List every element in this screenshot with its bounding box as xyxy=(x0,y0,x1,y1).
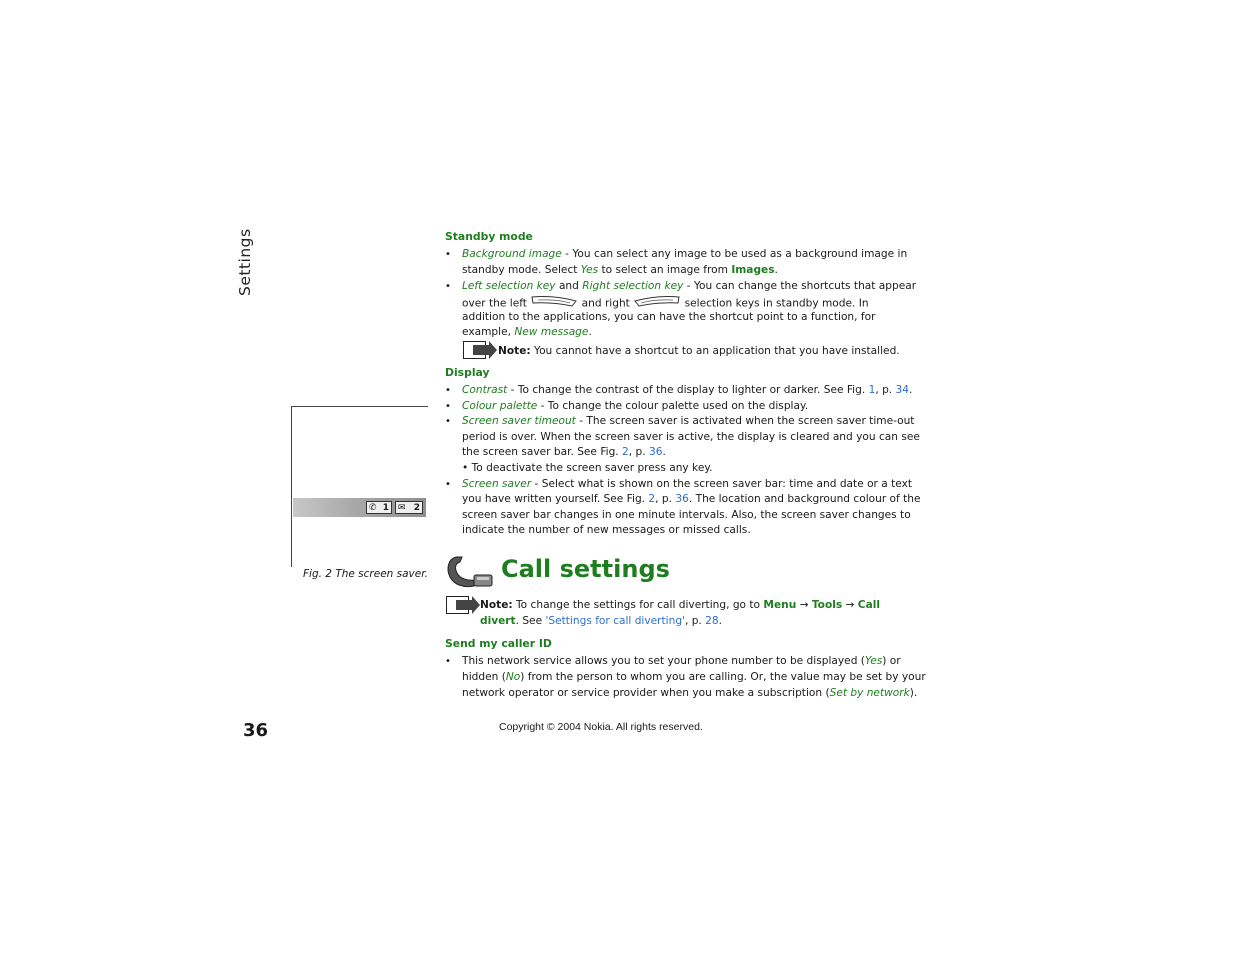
call-note-line2: divert. See 'Settings for call diverting', p. 28. xyxy=(480,615,723,627)
call-note-line1: Note: To change the settings for call diverting, go to Menu → Tools → Call xyxy=(480,599,880,611)
cross-reference-link[interactable]: 'Settings for call diverting' xyxy=(545,615,685,627)
bullet: • xyxy=(445,249,451,260)
page-link[interactable]: 28 xyxy=(705,615,719,627)
bullet: • xyxy=(445,656,451,667)
fig-link[interactable]: 1 xyxy=(868,384,876,396)
phone-icon: ✆ xyxy=(369,503,377,513)
screen-saver-figure xyxy=(291,406,428,567)
standby-note: Note: You cannot have a shortcut to an application that you have installed. xyxy=(498,345,900,357)
note-icon xyxy=(463,341,497,362)
display-ss-line4: indicate the number of new messages or missed calls. xyxy=(462,524,751,536)
display-sst-line1: Screen saver timeout - The screen saver is activated when the screen saver time-out xyxy=(462,415,915,427)
display-heading: Display xyxy=(445,366,490,379)
page-number: 36 xyxy=(243,720,269,741)
bullet: • xyxy=(445,281,451,292)
page-link[interactable]: 36 xyxy=(649,446,663,458)
envelope-icon: ✉ xyxy=(398,503,406,513)
bg-image-term: Background image xyxy=(462,248,562,260)
fig-link[interactable]: 2 xyxy=(622,446,629,458)
page-link[interactable]: 34 xyxy=(895,384,910,396)
standby-heading: Standby mode xyxy=(445,230,533,243)
caller-id-heading: Send my caller ID xyxy=(445,637,552,650)
page-title: Call settings xyxy=(501,555,670,583)
display-ss-line3: screen saver bar changes in one minute intervals. Also, the screen saver changes to xyxy=(462,509,911,521)
figure-caption: Fig. 2 The screen saver. xyxy=(303,568,428,580)
standby-lsk-line4: example, New message. xyxy=(462,326,592,338)
section-title: Settings xyxy=(236,228,254,296)
display-ss-line2: you have written yourself. See Fig. 2, p. 36. The location and background colour of the xyxy=(462,493,921,505)
standby-lsk-line2: over the left and right selection keys in standby mode. In xyxy=(462,294,869,313)
missed-calls-indicator: ✆ 1 xyxy=(366,501,392,514)
standby-bg-line1: Background image - You can select any image to be used as a background image in xyxy=(462,248,908,260)
new-messages-indicator: ✉ 2 xyxy=(395,501,423,514)
display-palette: Colour palette - To change the colour palette used on the display. xyxy=(462,400,809,412)
standby-lsk-line3: addition to the applications, you can have the shortcut point to a function, for xyxy=(462,311,876,323)
standby-lsk-line1: Left selection key and Right selection key - You can change the shortcuts that appear xyxy=(462,280,917,292)
standby-bg-line2: standby mode. Select Yes to select an image from Images. xyxy=(462,264,778,276)
page-link[interactable]: 36 xyxy=(675,493,689,505)
bullet: • xyxy=(445,479,451,490)
caller-line1: This network service allows you to set your phone number to be displayed (Yes) or xyxy=(462,655,901,667)
display-sst-line2: period is over. When the screen saver is active, the display is cleared and you can see xyxy=(462,431,920,443)
caller-line2: hidden (No) from the person to whom you are calling. Or, the value may be set by your xyxy=(462,671,926,683)
bullet: • xyxy=(445,416,451,427)
fig-link[interactable]: 2 xyxy=(648,493,656,505)
bullet: • xyxy=(445,401,451,412)
copyright: Copyright © 2004 Nokia. All rights reserved. xyxy=(499,721,703,733)
caller-line3: network operator or service provider when you make a subscription (Set by network). xyxy=(462,687,918,699)
display-contrast: Contrast - To change the contrast of the display to lighter or darker. See Fig. 1, p. 34. xyxy=(462,384,913,396)
note-icon xyxy=(446,596,480,617)
bullet: • xyxy=(445,385,451,396)
display-sub-bullet: • To deactivate the screen saver press any key. xyxy=(462,462,713,474)
display-sst-line3: the screen saver bar. See Fig. 2, p. 36. xyxy=(462,446,666,458)
phone-handset-icon xyxy=(444,555,496,592)
display-ss-line1: Screen saver - Select what is shown on the screen saver bar: time and date or a text xyxy=(462,478,913,490)
